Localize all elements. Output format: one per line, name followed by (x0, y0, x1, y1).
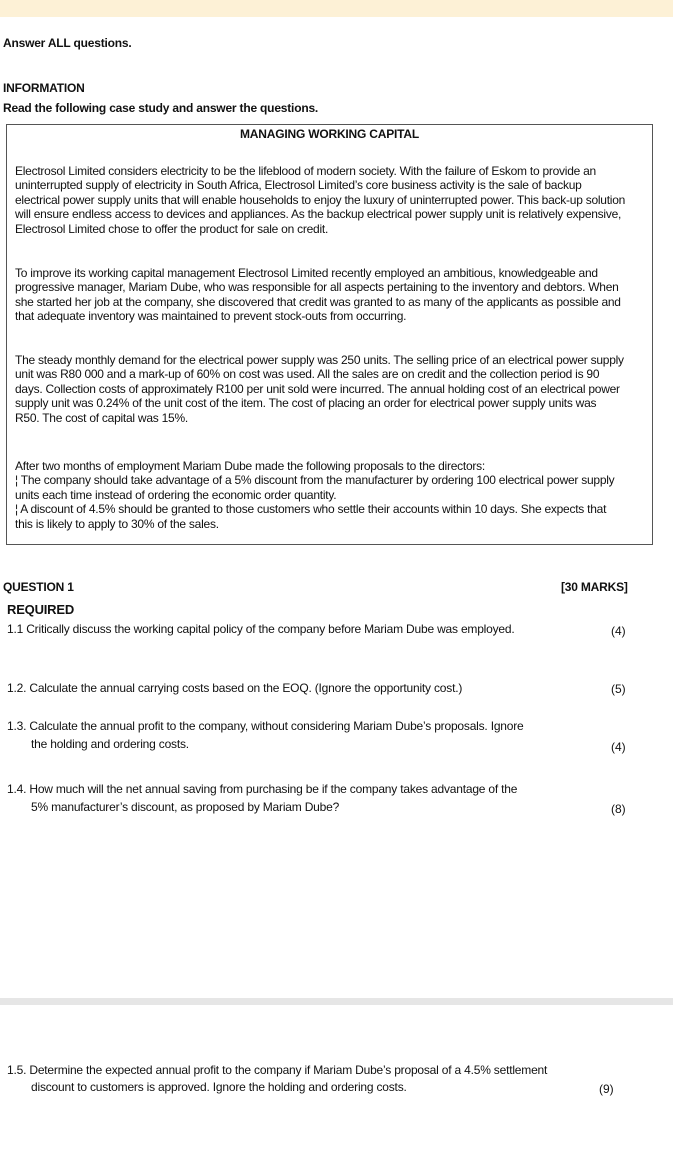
question-1-4: 1.4. How much will the net annual saving from purchasing be if the company takes advantage of the (7, 782, 518, 796)
instruction-text: Answer ALL questions. (3, 36, 132, 50)
paragraph-line: supply unit was 0.24% of the unit cost of the item. The cost of placing an order for electrical power supply units was (15, 396, 597, 411)
paragraph-line: Electrosol Limited considers electricity to be the lifeblood of modern society. With the failure of Eskom to provide an (15, 164, 596, 178)
case-paragraph-3 (15, 353, 645, 425)
marks-1-2: (5) (611, 682, 626, 696)
question-title: QUESTION 1 (3, 580, 74, 594)
marks-1-3: (4) (611, 740, 626, 754)
case-study-box (6, 124, 653, 545)
top-bar (0, 0, 673, 17)
paragraph-line: she started her job at the company, she discovered that credit was granted to as many of the applicants as possible and (15, 294, 621, 309)
paragraph-line: units each time instead of ordering the economic order quantity. (15, 487, 337, 502)
case-paragraph-2 (15, 266, 645, 324)
paragraph-line: this is likely to apply to 30% of the sales. (15, 516, 219, 531)
paragraph-line: ¦ A discount of 4.5% should be granted to those customers who settle their accounts within 10 days. She expects that (15, 502, 607, 517)
required-heading: REQUIRED (7, 602, 75, 617)
question-1-2: 1.2. Calculate the annual carrying costs based on the EOQ. (Ignore the opportunity cost.) (7, 681, 463, 695)
question-1-4-line-2: 5% manufacturer’s discount, as proposed by Mariam Dube? (31, 800, 340, 814)
paragraph-line: that adequate inventory was maintained to prevent stock-outs from occurring. (15, 309, 407, 324)
paragraph-line: To improve its working capital management Electrosol Limited recently employed an ambitious, knowledgeable and (15, 266, 598, 280)
question-total-marks: [30 MARKS] (561, 580, 628, 594)
paragraph-line: electrical power supply units that will enable households to enjoy the luxury of uninterrupted power. This back-up solution (15, 192, 626, 207)
paragraph-line: will ensure endless access to devices and appliances. As the backup electrical power supply unit is relatively expensive, (15, 207, 622, 222)
case-paragraph-1 (15, 164, 645, 236)
information-heading: INFORMATION (3, 81, 85, 95)
marks-1-5: (9) (599, 1082, 614, 1096)
question-1-3: 1.3. Calculate the annual profit to the company, without considering Mariam Dube’s proposals. Ignore (7, 719, 524, 733)
paragraph-line: After two months of employment Mariam Dube made the following proposals to the directors: (15, 459, 485, 473)
paragraph-line: The steady monthly demand for the electrical power supply was 250 units. The selling price of an electrical power supply (15, 353, 624, 367)
question-1-5: 1.5. Determine the expected annual profit to the company if Mariam Dube’s proposal of a 4.5% settlement (7, 1063, 548, 1077)
paragraph-line: R50. The cost of capital was 15%. (15, 410, 188, 425)
marks-1-4: (8) (611, 802, 626, 816)
page-break (0, 998, 673, 1005)
question-1-3-line-2: the holding and ordering costs. (31, 737, 189, 751)
paragraph-line: Electrosol Limited chose to offer the product for sale on credit. (15, 221, 329, 236)
marks-1-1: (4) (611, 624, 626, 638)
paragraph-line: uninterrupted supply of electricity in South Africa, Electrosol Limited’s core business activity is the sale of backup (15, 178, 582, 193)
paragraph-line: unit was R80 000 and a mark-up of 60% on cost was used. All the sales are on credit and the collection period is 90 (15, 367, 600, 382)
question-1-1: 1.1 Critically discuss the working capital policy of the company before Mariam Dube was employed. (7, 622, 515, 636)
paragraph-line: ¦ The company should take advantage of a 5% discount from the manufacturer by ordering 100 electrical power supply (15, 473, 615, 488)
question-1-5-line-2: discount to customers is approved. Ignore the holding and ordering costs. (31, 1080, 407, 1094)
information-subheading: Read the following case study and answer the questions. (3, 101, 319, 115)
case-paragraph-4 (15, 459, 645, 531)
paragraph-line: progressive manager, Mariam Dube, who was responsible for all aspects pertaining to the inventory and debtors. When (15, 280, 619, 295)
paragraph-line: days. Collection costs of approximately R100 per unit sold were incurred. The annual holding cost of an electrical power (15, 381, 620, 396)
case-study-title: MANAGING WORKING CAPITAL (240, 127, 419, 141)
